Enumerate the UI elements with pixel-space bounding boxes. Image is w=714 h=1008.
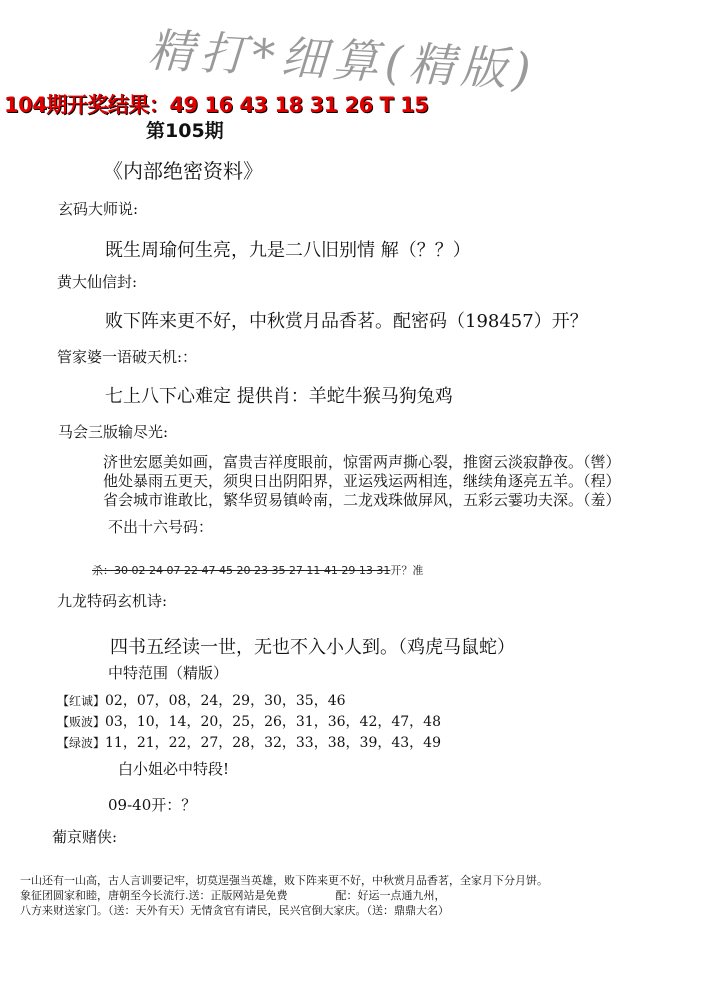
range-numbers: 11，21，22，27，28，32，33，38，39，43，49 [105,735,441,751]
range-row-blue [57,711,441,731]
range-tag: 【红诚】 [57,694,106,708]
kill-numbers: 30 02 24 07 22 47 45 20 23 35 27 11 41 29 13 31 [114,564,391,577]
range-numbers: 03，10，14，20，25，26，31，36，42，47，48 [105,714,441,730]
footer-line: 一山还有一山高，古人言训要记牢，切莫逞强当英雄，败下阵来更不好，中秋赏月品香茗，全家月下分月饼。 [20,874,548,887]
xuanma-text: 既生周瑜何生亮，九是二八旧别情 解（？？） [105,240,471,261]
kill-suffix: 开？准 [390,564,424,577]
xuanma-label: 玄码大师说: [58,200,139,218]
issue-number: 第105期 [146,120,224,142]
guanjia-text: 七上八下心难定 提供肖：羊蛇牛猴马狗兔鸡 [105,386,453,407]
jiulong-label: 九龙特码玄机诗: [57,592,168,610]
open-line: 09-40开：？ [108,796,197,814]
range-tag: 【贩波】 [57,715,106,729]
footer-line: 八方来财送家门。（送：天外有天）无情贪官有请民，民兴官倒大家庆。（送：鼎鼎大名） [20,904,449,917]
kill-line [92,562,423,578]
document-title: 《内部绝密资料》 [103,159,263,183]
baixiaojie-text: 白小姐必中特段! [118,760,230,778]
range-title: 中特范围（精版） [108,664,229,682]
footer-line-part: 配：好运一点通九州， [335,889,446,902]
no16-label: 不出十六号码： [108,518,214,536]
range-numbers: 02，07，08，24，29，30，35，46 [105,693,346,709]
kill-prefix: 杀： [92,564,114,577]
poem-line: 济世宏愿美如画，富贵吉祥度眼前，惊雷两声撕心裂，推窗云淡寂静夜。（辔） [103,453,621,471]
range-row-red [57,690,346,710]
footer-block [20,873,548,918]
footer-line [20,888,548,903]
poem-block [103,453,621,510]
banner-title: 精打*细算(精版) [146,22,538,98]
guanjia-label: 管家婆一语破天机:： [57,348,198,366]
mahui-label: 马会三版输尽光: [58,423,169,441]
huang-text: 败下阵来更不好，中秋赏月品香茗。配密码（198457）开？ [105,311,588,332]
range-row-green [57,732,441,752]
footer-line-part: 象征团圆家和睦，唐朝至今长流行.送：正版网站是免费 [20,889,288,902]
huang-label: 黄大仙信封: [57,273,138,291]
jiulong-text: 四书五经读一世，无也不入小人到。（鸡虎马鼠蛇） [110,637,515,658]
poem-line: 省会城市谁敢比，繁华贸易镇岭南，二龙戏珠做屏风，五彩云霎功夫深。（羞） [103,491,621,509]
putao-label: 葡京赌侠: [52,828,118,846]
range-tag: 【绿波】 [57,736,106,750]
poem-line: 他处暴雨五更天，须臾日出阴阳界，亚运残运两相连，继续角逐亮五羊。（程） [103,472,621,490]
previous-result: 104期开奖结果：49 16 43 18 31 26 T 15 [4,93,429,117]
